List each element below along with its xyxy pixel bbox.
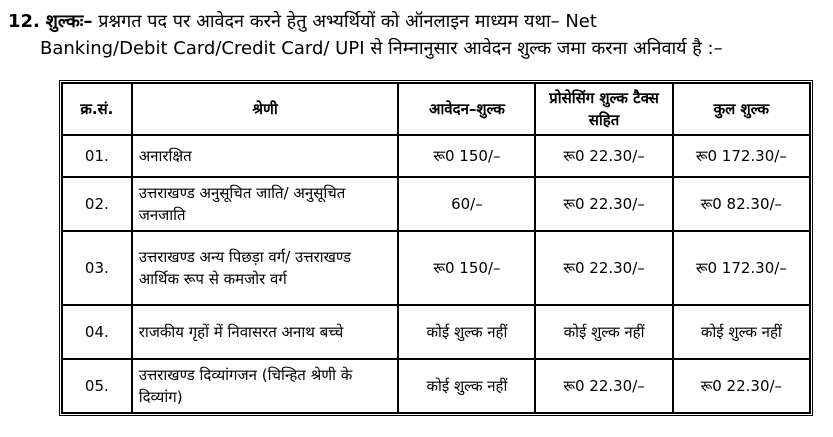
cell-sno: 05. <box>62 359 132 413</box>
cell-sno: 01. <box>62 135 132 177</box>
cell-category: उत्तराखण्ड दिव्यांगजन (चिन्हित श्रेणी के दिव्यांग) <box>132 359 399 413</box>
cell-category: उत्तराखण्ड अनुसूचित जाति/ अनुसूचित जनजाति <box>132 177 399 231</box>
cell-fee: रू0 150/– <box>398 135 535 177</box>
cell-total: रू0 172.30/– <box>673 135 810 177</box>
cell-category: अनारक्षित <box>132 135 399 177</box>
fee-table <box>59 80 813 416</box>
cell-fee: कोई शुल्क नहीं <box>398 359 535 413</box>
cell-fee: रू0 150/– <box>398 231 535 305</box>
section-number: 12. <box>8 11 40 32</box>
header-category: श्रेणी <box>132 83 399 135</box>
cell-processing: रू0 22.30/– <box>535 177 672 231</box>
table-row <box>62 305 810 359</box>
heading-line-1: प्रश्नगत पद पर आवेदन करने हेतु अभ्यर्थियों को ऑनलाइन माध्यम यथा– Net <box>98 11 597 32</box>
cell-category: उत्तराखण्ड अन्य पिछड़ा वर्ग/ उत्तराखण्ड आर्थिक रूप से कमजोर वर्ग <box>132 231 399 305</box>
cell-processing: कोई शुल्क नहीं <box>535 305 672 359</box>
cell-processing: रू0 22.30/– <box>535 231 672 305</box>
cell-sno: 03. <box>62 231 132 305</box>
cell-total: रू0 22.30/– <box>673 359 810 413</box>
header-sno: क्र.सं. <box>62 83 132 135</box>
cell-category: राजकीय गृहों में निवासरत अनाथ बच्चे <box>132 305 399 359</box>
header-fee: आवेदन–शुल्क <box>398 83 535 135</box>
header-total: कुल शुल्क <box>673 83 810 135</box>
section-label: शुल्कः– <box>45 11 93 32</box>
cell-sno: 04. <box>62 305 132 359</box>
cell-sno: 02. <box>62 177 132 231</box>
table-row <box>62 177 810 231</box>
table-row <box>62 359 810 413</box>
cell-fee: 60/– <box>398 177 535 231</box>
header-processing: प्रोसेसिंग शुल्क टैक्स सहित <box>535 83 672 135</box>
cell-total: रू0 172.30/– <box>673 231 810 305</box>
cell-processing: रू0 22.30/– <box>535 359 672 413</box>
cell-total: रू0 82.30/– <box>673 177 810 231</box>
table-header-row <box>62 83 810 135</box>
table-row <box>62 231 810 305</box>
fee-section-heading <box>8 8 826 62</box>
cell-total: कोई शुल्क नहीं <box>673 305 810 359</box>
table-row <box>62 135 810 177</box>
heading-line-2: Banking/Debit Card/Credit Card/ UPI से निम्नानुसार आवेदन शुल्क जमा करना अनिवार्य है :– <box>40 38 723 59</box>
cell-fee: कोई शुल्क नहीं <box>398 305 535 359</box>
cell-processing: रू0 22.30/– <box>535 135 672 177</box>
